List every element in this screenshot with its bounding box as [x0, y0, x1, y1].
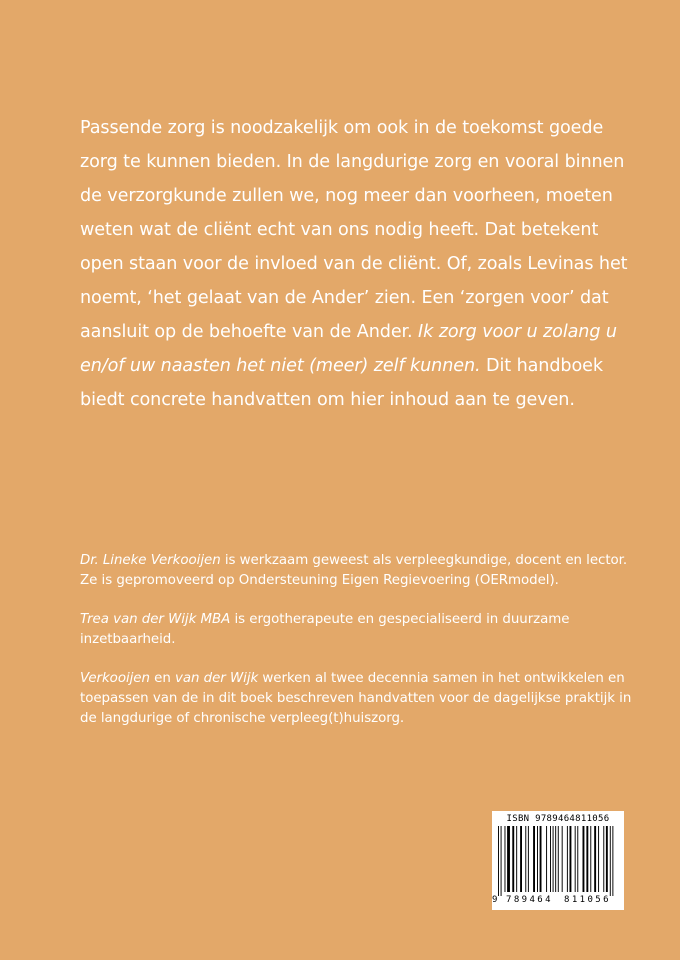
- blurb-paragraph: [80, 111, 640, 417]
- isbn-barcode: [492, 811, 624, 910]
- blurb-quote: Ik zorg voor u zolang u en/of uw naasten het niet (meer) zelf kunnen.: [80, 322, 617, 376]
- barcode-bar: [533, 826, 535, 892]
- barcode-bar: [512, 826, 514, 892]
- barcode-bar: [498, 826, 499, 896]
- isbn-digits-right: 811056: [564, 895, 611, 905]
- barcode-bar: [546, 826, 547, 892]
- barcode-bar: [586, 826, 588, 892]
- barcode-bar: [575, 826, 576, 892]
- barcode-bar: [540, 826, 542, 892]
- author-bios: [80, 551, 640, 748]
- barcode-bar: [577, 826, 578, 892]
- barcode-bar: [516, 826, 517, 892]
- isbn-label: ISBN 9789464811056: [506, 814, 610, 824]
- authors-collaboration: Verkooijen en van der Wijk werken al twee decennia samen in het ontwikkelen en toepassen van de in dit boek beschreven handvatten voor de dagelijkse praktijk in de langdurige of chronische verpleeg(t)huiszorg.: [80, 671, 632, 726]
- barcode-bar: [570, 826, 572, 892]
- barcode-bar: [550, 826, 551, 892]
- barcode-bar: [505, 826, 506, 892]
- isbn-digit-first: 9: [492, 895, 498, 905]
- author-name-verkooijen: Dr. Lineke Verkooijen: [80, 553, 221, 568]
- barcode-bar: [558, 826, 559, 892]
- barcode-bar: [562, 826, 563, 892]
- barcode-bar: [553, 826, 554, 892]
- barcode-bar: [537, 826, 538, 892]
- barcode-bar: [507, 826, 510, 892]
- author-name-van-der-wijk: Trea van der Wijk MBA: [80, 612, 231, 627]
- isbn-digits: [492, 895, 624, 909]
- barcode-bar: [610, 826, 611, 896]
- barcode-bar: [555, 826, 556, 892]
- author-bio-verkooijen: Dr. Lineke Verkooijen is werkzaam geweest als verpleegkundige, docent en lector. Ze is gepromoveerd op Ondersteuning Eigen Regievoering (OERmodel).: [80, 553, 628, 588]
- barcode-bar: [606, 826, 608, 892]
- barcode-bar: [594, 826, 596, 892]
- barcode-bar: [520, 826, 522, 892]
- barcode-bar: [528, 826, 529, 892]
- blurb-text-part2: Dit handboek biedt concrete handvatten om hier inhoud aan te geven.: [80, 356, 603, 410]
- barcode-bars: [496, 826, 620, 896]
- barcode-bar: [603, 826, 604, 892]
- isbn-digits-left: 789464: [506, 895, 553, 905]
- barcode-bar: [612, 826, 613, 896]
- barcode-bar: [567, 826, 568, 892]
- barcode-bar: [598, 826, 599, 892]
- author-bio-van-der-wijk: Trea van der Wijk MBA is ergotherapeute en gespecialiseerd in duurzame inzetbaarheid.: [80, 612, 570, 647]
- barcode-bar: [583, 826, 585, 892]
- barcode-bar: [590, 826, 591, 892]
- blurb-text-part1: Passende zorg is noodzakelijk om ook in de toekomst goede zorg te kunnen bieden. In de langdurige zorg en vooral binnen de verzorgkunde zullen we, nog meer dan voorheen, moeten weten wat de cliënt echt van ons nodig heeft. Dat betekent open staan voor de invloed van de cliënt. Of, zoals Levinas het noemt, ‘het gelaat van de Ander’ zien. Een ‘zorgen voor’ dat aansluit op de behoefte van de Ander.: [80, 118, 628, 342]
- barcode-bar: [501, 826, 502, 896]
- back-cover-blurb: [80, 111, 640, 417]
- barcode-bar: [525, 826, 526, 892]
